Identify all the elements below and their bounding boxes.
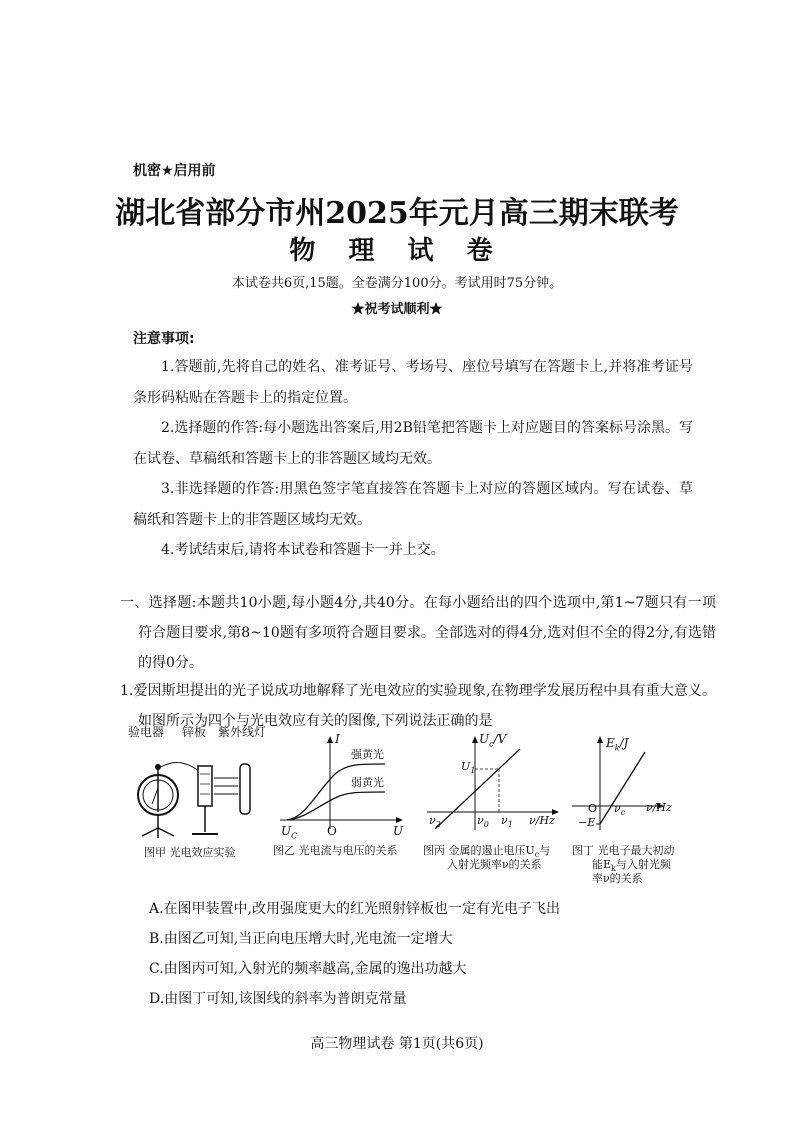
axis-nu-label: ν/Hz	[529, 814, 555, 827]
notice-item-1: 1.答题前,先将自己的姓名、准考证号、考场号、座位号填写在答题卡上,并将准考证号条形码粘贴在答题卡上的指定位置。	[133, 359, 693, 406]
figure-ding	[570, 734, 680, 894]
exam-info: 本试卷共6页,15题。全卷满分100分。考试用时75分钟。	[231, 276, 563, 291]
label-electroscope: 验电器	[128, 725, 165, 739]
uc-label: $U_C$	[281, 824, 298, 841]
caption-ding-2: 能$E_k$与入射光频	[592, 858, 671, 874]
figure-jia	[128, 725, 280, 880]
label-uv-lamp: 紫外线灯	[218, 725, 267, 739]
option-d[interactable]: D.由图丁可知,该图线的斜率为普朗克常量	[149, 991, 407, 1007]
axis-nu-ding-label: ν/Hz	[646, 801, 672, 814]
strong-light-label: 强黄光	[351, 748, 384, 761]
page-footer: 高三物理试卷 第1页(共6页)	[310, 1036, 484, 1052]
axis-i-label: I	[335, 732, 340, 746]
nu2-label: $\nu_2$	[429, 814, 441, 830]
axis-ek-label: $E_k/J$	[606, 736, 629, 753]
caption-bing-1: 图丙 金属的遏止电压$U_c$与	[423, 844, 551, 860]
figure-yi	[275, 734, 405, 864]
subject-title: 物 理 试 卷	[289, 236, 505, 266]
caption-ding-1: 图丁 光电子最大初动	[572, 844, 675, 857]
exam-title: 湖北省部分市州2025年元月高三期末联考	[115, 196, 679, 231]
current-voltage-chart	[275, 734, 405, 834]
origin-label: O	[327, 824, 337, 838]
caption-jia: 图甲 光电效应实验	[144, 846, 236, 859]
caption-ding-3: 率ν的关系	[592, 872, 643, 885]
weak-light-label: 弱黄光	[351, 776, 384, 789]
question-stem: 1.爱因斯坦提出的光子说成功地解释了光电效应的实验现象,在物理学发展历程中具有重大意义。如图所示为四个与光电效应有关的图像,下列说法正确的是	[120, 683, 716, 729]
notice-heading: 注意事项:	[133, 331, 195, 347]
u1-label: $U_1$	[461, 760, 476, 776]
electroscope-diagram	[130, 740, 280, 850]
nuc-label: $\nu_c$	[614, 802, 626, 818]
neg-e-label: −E	[578, 816, 596, 829]
option-a[interactable]: A.在图甲装置中,改用强度更大的红光照射锌板也一定有光电子飞出	[149, 901, 561, 917]
axis-u-label: U	[393, 824, 404, 838]
notice-item-4: 4.考试结束后,请将本试卷和答题卡一并上交。	[161, 542, 445, 558]
figure-bing	[425, 734, 565, 874]
origin-ding-label: O	[588, 802, 598, 815]
label-zinc-plate: 锌板	[182, 725, 207, 739]
nu0-label: $\nu_0$	[477, 814, 489, 830]
notice-item-2: 2.选择题的作答:每小题选出答案后,用2B铅笔把答题卡上对应题目的答案标号涂黑。写在试卷、草稿纸和答题卡上的非答题区域均无效。	[133, 420, 693, 467]
confidential-mark: 机密★启用前	[133, 163, 216, 179]
option-c[interactable]: C.由图丙可知,入射光的频率越高,金属的逸出功越大	[149, 961, 467, 977]
notice-item-3: 3.非选择题的作答:用黑色签字笔直接答在答题卡上对应的答题区域内。写在试卷、草稿纸和答题卡上的非答题区域均无效。	[133, 481, 693, 528]
good-luck-line: ★祝考试顺利★	[351, 302, 443, 317]
option-b[interactable]: B.由图乙可知,当正向电压增大时,光电流一定增大	[149, 931, 453, 947]
caption-yi: 图乙 光电流与电压的关系	[273, 844, 398, 857]
axis-uc-label: $U_c/V$	[479, 732, 507, 749]
caption-bing-2: 入射光频率ν的关系	[447, 858, 542, 871]
nu1-label: $\nu_1$	[501, 814, 513, 830]
section-intro: 一、选择题:本题共10小题,每小题4分,共40分。在每小题给出的四个选项中,第1~7题只有一项符合题目要求,第8~10题有多项符合题目要求。全部选对的得4分,选对但不全的得2分,有选错的得0分。	[120, 595, 716, 671]
